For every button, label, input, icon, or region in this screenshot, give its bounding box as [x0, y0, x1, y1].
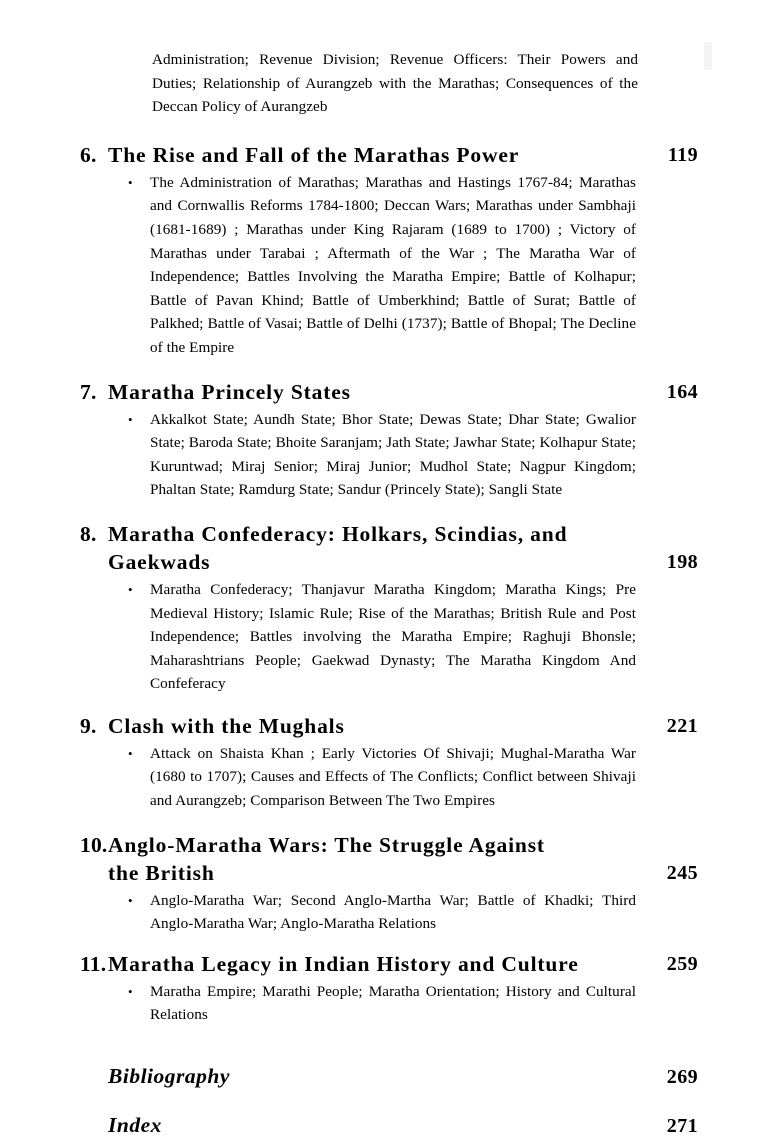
scan-artifact — [704, 42, 712, 70]
toc-entry-6-description-text: The Administration of Marathas; Marathas and Hastings 1767-84; Marathas and Cornwallis Reforms 1784-1800; Deccan Wars; Marathas under Sambhaji (1681-1689) ; Marathas under King Rajaram (1689 to 1700) ; Victory of Marathas under Tarabai ; Aftermath of the War ; The Maratha War of Independence; Battles Involving the Maratha Empire; Battle of Kolhapur; Battle of Pavan Khind; Battle of Umberkhind; Battle of Surat; Battle of Palkhed; Battle of Vasai; Battle of Delhi (1737); Battle of Bhopal; The Decline of the Empire — [150, 173, 636, 356]
toc-entry-10-title-text: Anglo-Maratha Wars: The Struggle Against — [108, 832, 545, 857]
toc-entry-bibliography[interactable] — [80, 1061, 698, 1092]
toc-entry-11-number: 11. — [80, 951, 107, 976]
toc-entry-11-heading-row — [80, 950, 698, 978]
toc-entry-9-number: 9. — [80, 713, 97, 738]
toc-entry-6[interactable] — [80, 141, 698, 360]
toc-entry-6-title[interactable] — [80, 141, 519, 169]
toc-entry-6-description — [80, 171, 698, 360]
toc-entry-8-description-text: Maratha Confederacy; Thanjavur Maratha Kingdom; Maratha Kings; Pre Medieval History; Islamic Rule; Rise of the Marathas; British Rule and Post Independence; Battles involving the Maratha Empire; Raghuji Bhonsle; Maharashtrians People; Gaekwad Dynasty; The Maratha Kingdom And Confeferacy — [150, 580, 636, 693]
bullet-icon: • — [128, 174, 133, 190]
toc-entry-7-number: 7. — [80, 379, 97, 404]
toc-entry-10-description-text: Anglo-Maratha War; Second Anglo-Martha War; Battle of Khadki; Third Anglo-Maratha War; Anglo-Maratha Relations — [150, 891, 636, 933]
spacer — [80, 360, 698, 378]
toc-entry-6-number: 6. — [80, 142, 97, 167]
toc-entry-9-page[interactable]: 221 — [666, 714, 698, 737]
toc-entry-8[interactable] — [80, 520, 698, 696]
toc-entry-11-description-text: Maratha Empire; Marathi People; Maratha Orientation; History and Cultural Relations — [150, 982, 636, 1024]
toc-entry-10[interactable] — [80, 831, 698, 936]
toc-entry-8-title-text-line2: Gaekwads — [108, 549, 211, 574]
bullet-icon: • — [128, 581, 133, 597]
toc-entry-10-heading-row — [80, 831, 698, 887]
toc-entry-10-title-text-line2: the British — [108, 860, 215, 885]
toc-entry-6-heading-row — [80, 141, 698, 169]
bullet-icon: • — [128, 892, 133, 908]
toc-entry-8-title[interactable] — [80, 520, 567, 576]
toc-entry-bibliography-page[interactable]: 269 — [666, 1066, 698, 1089]
spacer — [80, 1092, 698, 1110]
toc-entry-9-title[interactable] — [80, 712, 345, 740]
toc-entry-index-title: Index — [108, 1113, 162, 1138]
toc-entry-11-page[interactable]: 259 — [666, 952, 698, 975]
toc-entry-9[interactable] — [80, 712, 698, 813]
toc-entry-bibliography-title: Bibliography — [108, 1064, 230, 1089]
toc-entry-7-title[interactable] — [80, 378, 351, 406]
toc-entry-11-description — [80, 980, 698, 1027]
toc-entry-9-title-text: Clash with the Mughals — [108, 713, 345, 738]
toc-entry-11-title-text: Maratha Legacy in Indian History and Culture — [108, 951, 579, 976]
bullet-icon: • — [128, 745, 133, 761]
toc-entry-8-number: 8. — [80, 521, 97, 546]
continued-description: Administration; Revenue Division; Revenue Officers: Their Powers and Duties; Relationship of Aurangzeb with the Marathas; Consequences of the Deccan Policy of Aurangzeb — [152, 51, 638, 116]
toc-entry-7-description — [80, 408, 698, 502]
toc-entry-index-page[interactable]: 271 — [666, 1115, 698, 1138]
toc-entry-10-page[interactable]: 245 — [666, 861, 698, 884]
toc-entry-7-page[interactable]: 164 — [666, 380, 698, 403]
spacer — [80, 813, 698, 831]
bullet-icon: • — [128, 411, 133, 427]
spacer — [80, 502, 698, 520]
toc-entry-8-description — [80, 578, 698, 696]
toc-entry-7-description-text: Akkalkot State; Aundh State; Bhor State; Dewas State; Dhar State; Gwalior State; Baroda State; Bhoite Saranjam; Jath State; Jawhar State; Kolhapur State; Kuruntwad; Miraj Senior; Miraj Junior; Mudhol State; Nagpur Kingdom; Phaltan State; Ramdurg State; Sandur (Princely State); Sangli State — [150, 410, 636, 499]
toc-entry-9-description — [80, 742, 698, 813]
toc-entry-8-page[interactable]: 198 — [666, 550, 698, 573]
toc-entry-7[interactable] — [80, 378, 698, 502]
table-of-contents — [80, 48, 698, 1141]
toc-entry-10-description — [80, 889, 698, 936]
spacer — [80, 696, 698, 712]
toc-entry-9-heading-row — [80, 712, 698, 740]
toc-entry-8-heading-row — [80, 520, 698, 576]
toc-entry-7-title-text: Maratha Princely States — [108, 379, 351, 404]
toc-entry-7-heading-row — [80, 378, 698, 406]
toc-entry-6-page[interactable]: 119 — [667, 143, 698, 166]
toc-entry-index[interactable] — [80, 1110, 698, 1141]
spacer — [80, 936, 698, 950]
toc-entry-6-title-text: The Rise and Fall of the Marathas Power — [108, 142, 520, 167]
toc-entry-11[interactable] — [80, 950, 698, 1027]
spacer — [80, 1027, 698, 1061]
toc-entry-11-title[interactable] — [80, 950, 579, 978]
toc-entry-8-title-text: Maratha Confederacy: Holkars, Scindias, and — [108, 521, 568, 546]
spacer — [80, 119, 698, 141]
toc-entry-10-number: 10. — [80, 832, 108, 857]
toc-entry-9-description-text: Attack on Shaista Khan ; Early Victories Of Shivaji; Mughal-Maratha War (1680 to 1707); Causes and Effects of The Conflicts; Conflict between Shivaji and Aurangzeb; Comparison Between The Two Empires — [150, 744, 636, 810]
toc-entry-10-title[interactable] — [80, 831, 545, 887]
bullet-icon: • — [128, 983, 133, 999]
